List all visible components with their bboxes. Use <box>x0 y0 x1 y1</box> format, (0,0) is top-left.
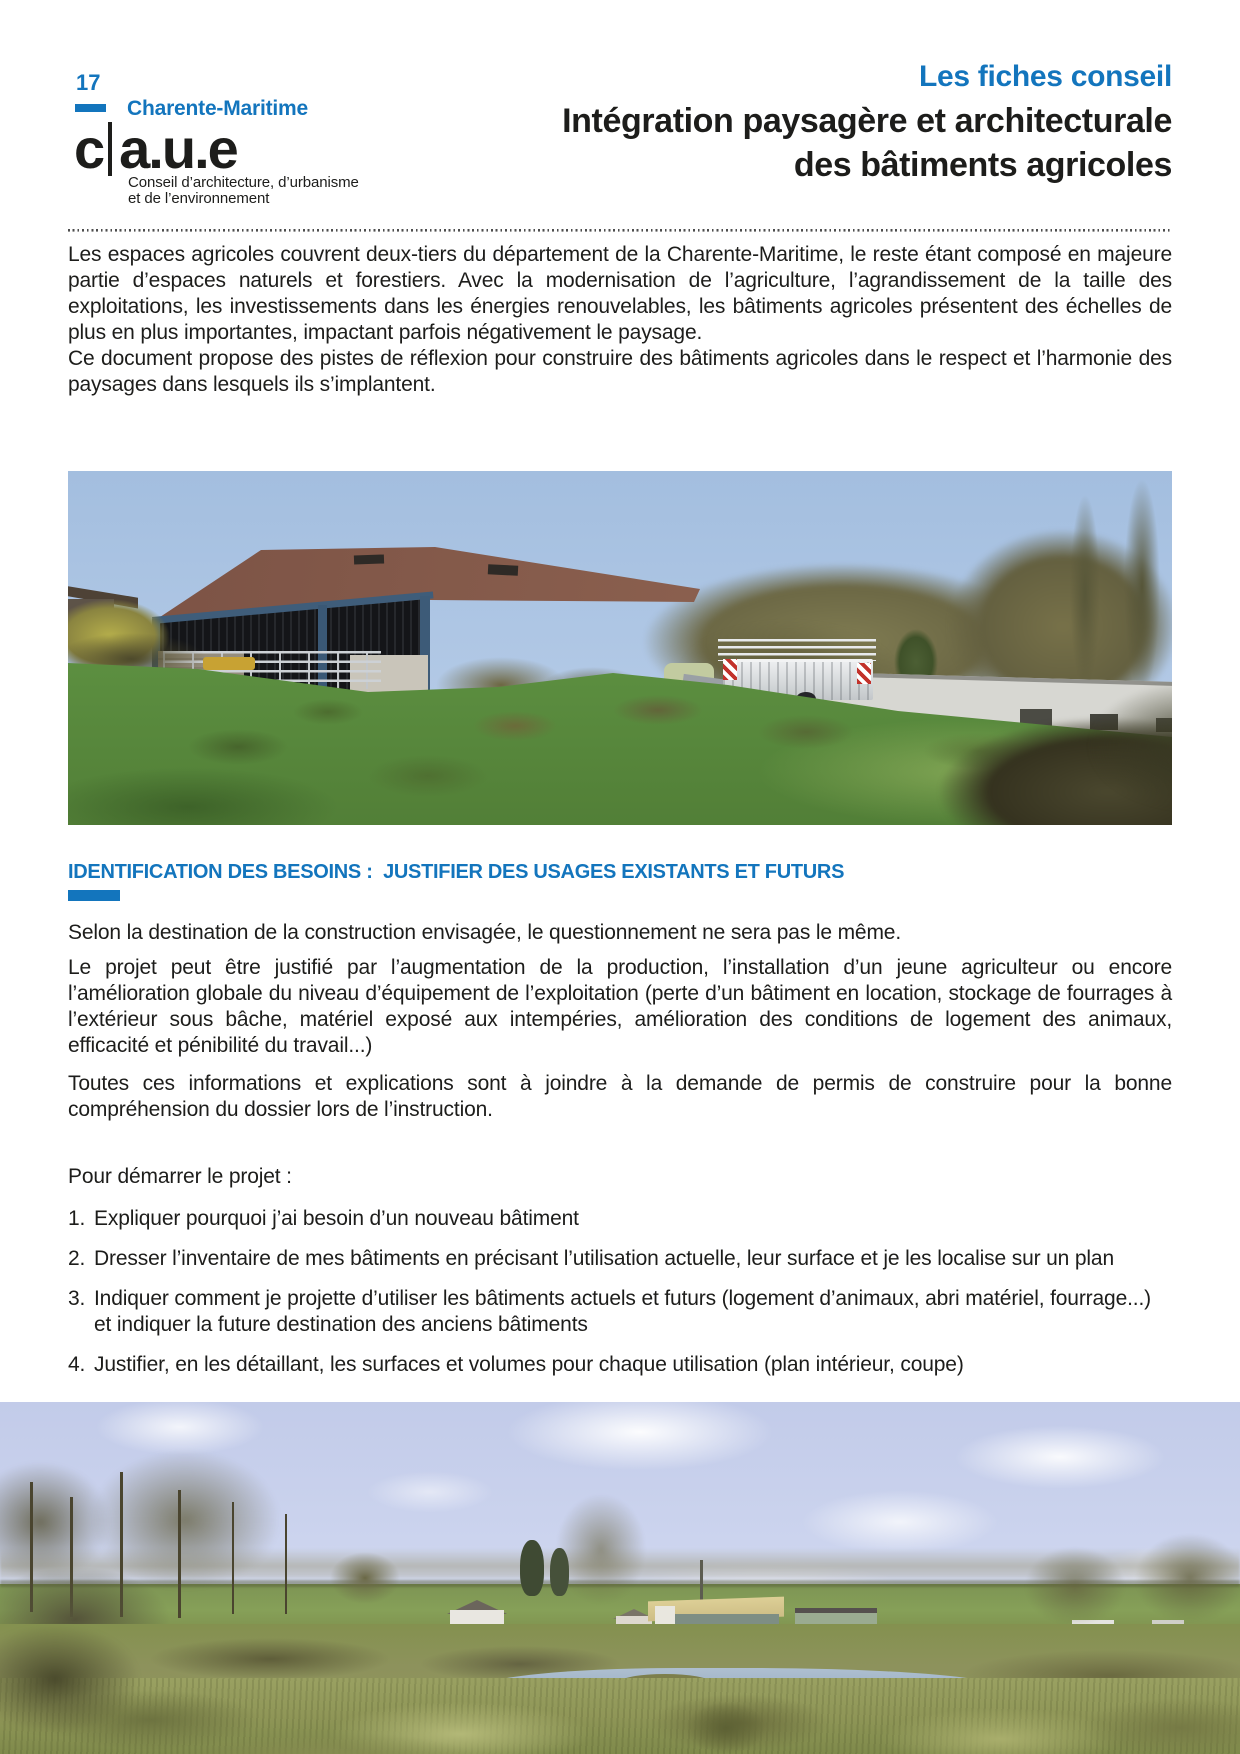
tree-trunk <box>285 1514 287 1614</box>
logo-department-name: Charente-Maritime <box>127 97 308 120</box>
intro-paragraphs <box>68 242 1172 398</box>
tree-canopy <box>1135 1534 1240 1622</box>
grass-tuft <box>758 715 854 749</box>
list-item-number: 2. <box>68 1247 86 1270</box>
barn-photo <box>68 471 1172 825</box>
section-paragraph-2: Le projet peut être justifié par l’augmentation de la production, l’installation d’un jeune agriculteur ou encore l’amélioration globale du niveau d’équipement de l’exploitation (perte d’un bâtiment en location, stockage de fourrages à l’extérieur sous bâche, matériel exposé aux intempéries, amélioration des conditions de logement des animaux, efficacité et pénibilité du travail...) <box>68 956 1172 1057</box>
livestock-trailer-rail <box>718 639 876 661</box>
logo-letters-aue: a.u.e <box>119 117 237 180</box>
trailer-hazard-marker <box>723 659 737 680</box>
farm-equipment <box>203 657 255 670</box>
roof-vent <box>354 554 384 564</box>
list-item-text: Indiquer comment je projette d’utiliser les bâtiments actuels et futurs (logement d’animaux, abri matériel, fourrage...) et indiquer la future destination des anciens bâtiments <box>94 1287 1151 1336</box>
list-item-number: 1. <box>68 1207 86 1230</box>
grass-tuft <box>293 699 363 725</box>
tree-trunk <box>178 1490 181 1618</box>
poplar-tree <box>1124 479 1160 694</box>
document-title-line2: des bâtiments agricoles <box>793 146 1172 184</box>
marsh-landscape-photo <box>0 1402 1240 1754</box>
grass-tuft <box>613 695 703 725</box>
list-item <box>68 1286 1172 1338</box>
logo-blue-bar <box>75 104 106 112</box>
caue-logo <box>74 117 237 180</box>
list-item <box>68 1206 1172 1232</box>
logo-subtitle-line2: et de l’environnement <box>128 190 270 207</box>
poplar-tree <box>1070 495 1100 690</box>
cypress-tree <box>520 1540 544 1596</box>
section-heading-bar <box>68 890 120 901</box>
cypress-tree <box>550 1548 569 1596</box>
silo-mast <box>700 1560 703 1604</box>
list-item-text: Justifier, en les détaillant, les surfaces et volumes pour chaque utilisation (plan intérieur, coupe) <box>94 1353 964 1376</box>
document-title-line1: Intégration paysagère et architecturale <box>562 102 1172 140</box>
tree-canopy <box>556 1494 646 1604</box>
logo-pipe-bar <box>108 122 112 176</box>
list-item-number: 4. <box>68 1353 86 1376</box>
logo-letter-c: c <box>74 117 104 180</box>
document-title <box>312 99 1172 187</box>
grass-tuft <box>188 729 288 765</box>
tree-canopy <box>90 1450 280 1590</box>
list-item <box>68 1246 1172 1272</box>
grass-tuft <box>473 711 557 741</box>
numbered-list <box>68 1206 1172 1392</box>
intro-paragraph-2: Ce document propose des pistes de réflexion pour construire des bâtiments agricoles dans le respect et l’harmonie des paysages dans lesquels ils s’implantent. <box>68 347 1172 396</box>
dotted-separator <box>68 229 1172 232</box>
logo-department-number: 17 <box>76 70 101 95</box>
list-item <box>68 1352 1172 1378</box>
grass-tuft <box>368 755 488 797</box>
intro-paragraph-1: Les espaces agricoles couvrent deux-tiers du département de la Charente-Maritime, le reste étant composé en majeure partie d’espaces naturels et forestiers. Avec la modernisation de l’agriculture, l’agrandissement de la taille des exploitations, les investissements dans les énergies renouvelables, les bâtiments agricoles présentent des échelles de plus en plus importantes, impactant parfois négativement le paysage. <box>68 243 1172 344</box>
trailer-hazard-marker <box>857 663 871 684</box>
collection-title: Les fiches conseil <box>918 60 1172 93</box>
section-heading: IDENTIFICATION DES BESOINS : JUSTIFIER DES USAGES EXISTANTS ET FUTURS <box>68 861 845 883</box>
tree-canopy <box>1025 1547 1125 1625</box>
section-paragraph-1: Selon la destination de la construction envisagée, le questionnement ne sera pas le même. <box>68 921 902 944</box>
grass-clump <box>686 1702 766 1754</box>
list-intro: Pour démarrer le projet : <box>68 1165 292 1188</box>
logo-subtitle-line1: Conseil d’architecture, d’urbanisme <box>128 174 359 191</box>
list-item-text: Dresser l’inventaire de mes bâtiments en précisant l’utilisation actuelle, leur surface et je les localise sur un plan <box>94 1247 1114 1270</box>
reed-patch <box>150 1638 390 1680</box>
list-item-text: Expliquer pourquoi j’ai besoin d’un nouveau bâtiment <box>94 1207 579 1230</box>
list-item-number: 3. <box>68 1287 86 1310</box>
tree-trunk <box>232 1502 234 1614</box>
bush <box>330 1552 400 1604</box>
section-paragraph-3: Toutes ces informations et explications sont à joindre à la demande de permis de construire pour la bonne compréhension du dossier lors de l’instruction. <box>68 1072 1172 1121</box>
